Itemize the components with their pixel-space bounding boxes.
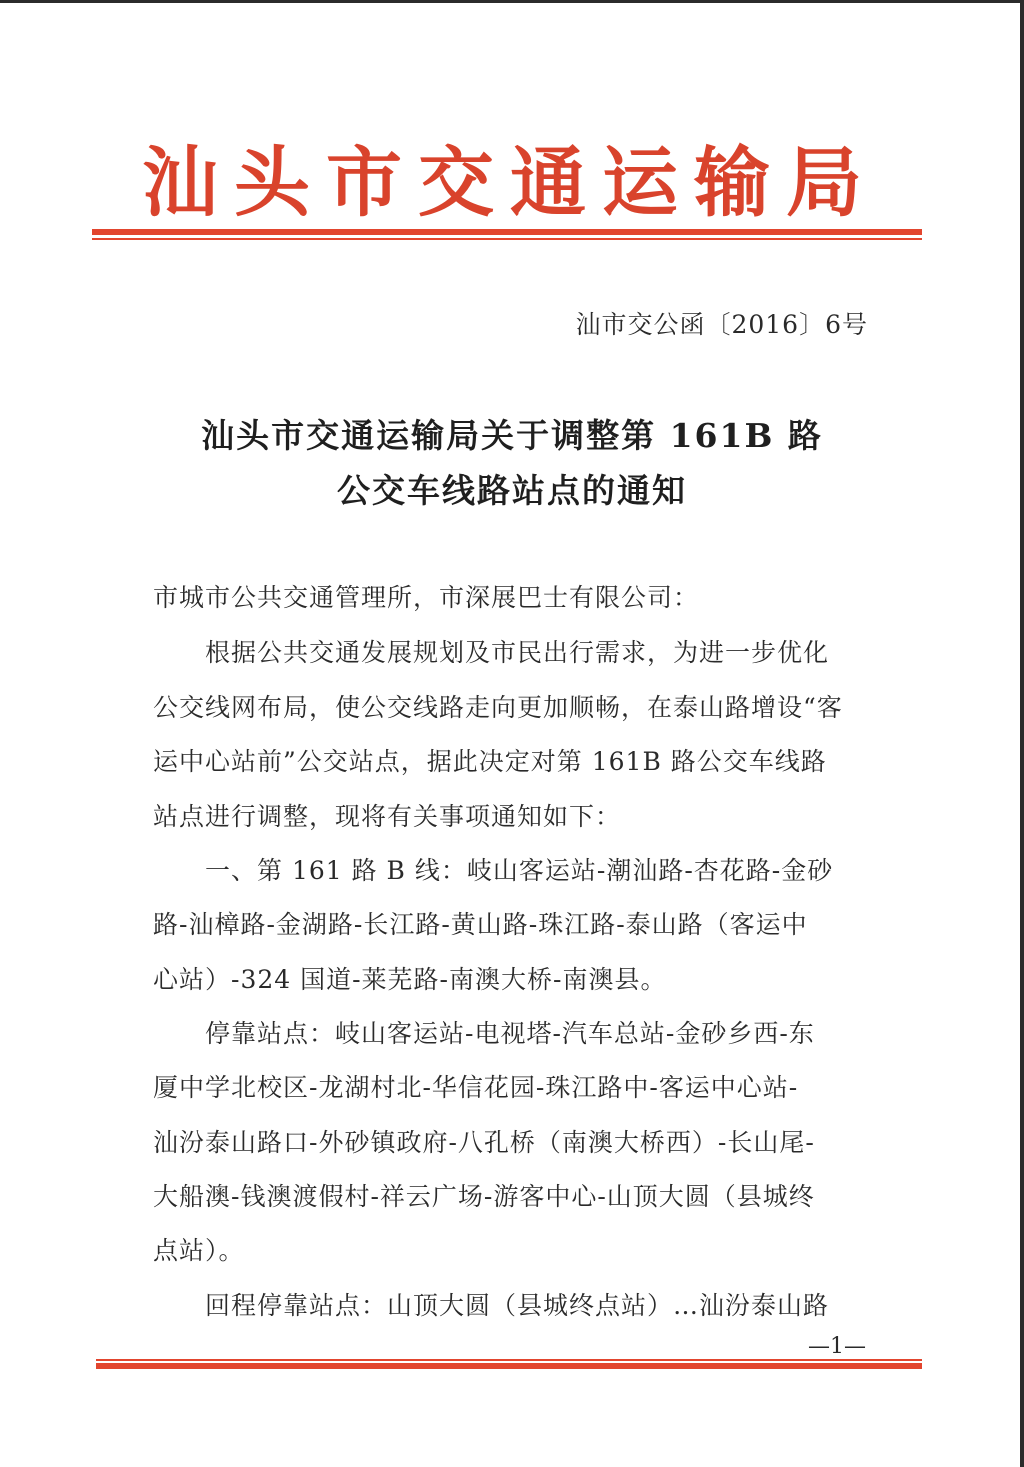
footer-rule-thin bbox=[96, 1359, 922, 1361]
body-line: 停靠站点：岐山客运站-电视塔-汽车总站-金砂乡西-东 bbox=[205, 1019, 815, 1048]
body-line: 点站）。 bbox=[153, 1236, 245, 1265]
body-line: 站点进行调整，现将有关事项通知如下： bbox=[153, 802, 622, 831]
body-line: 汕汾泰山路口-外砂镇政府-八孔桥（南澳大桥西）-长山尾- bbox=[153, 1128, 815, 1157]
page-number: —1— bbox=[808, 1334, 866, 1359]
addressee-line: 市城市公共交通管理所，市深展巴士有限公司： bbox=[153, 583, 700, 612]
notice-title-line-2: 公交车线路站点的通知 bbox=[337, 471, 687, 510]
body-line: 根据公共交通发展规划及市民出行需求，为进一步优化 bbox=[205, 638, 830, 667]
masthead-title: 汕头市交通运输局 bbox=[142, 137, 878, 227]
body-line: 路-汕樟路-金湖路-长江路-黄山路-珠江路-泰山路（客运中 bbox=[153, 910, 808, 939]
body-line: 回程停靠站点：山顶大圆（县城终点站）…汕汾泰山路 bbox=[205, 1291, 830, 1320]
body-line: 公交线网布局，使公交线路走向更加顺畅，在泰山路增设“客 bbox=[153, 693, 843, 722]
masthead-rule-thin bbox=[92, 238, 922, 240]
document-number: 汕市交公函〔2016〕6号 bbox=[575, 310, 868, 339]
body-line: 大船澳-钱澳渡假村-祥云广场-游客中心-山顶大圆（县城终 bbox=[153, 1182, 815, 1211]
footer-rule-thick bbox=[96, 1363, 922, 1369]
notice-title-line-1: 汕头市交通运输局关于调整第 161B 路 bbox=[201, 416, 823, 455]
masthead-rule-thick bbox=[92, 229, 922, 235]
body-line: 运中心站前”公交站点，据此决定对第 161B 路公交车线路 bbox=[153, 747, 827, 776]
scan-border-top bbox=[0, 0, 1024, 3]
scan-border-right bbox=[1020, 0, 1024, 1467]
body-line: 一、第 161 路 B 线：岐山客运站-潮汕路-杏花路-金砂 bbox=[205, 856, 834, 885]
body-line: 心站）-324 国道-莱芜路-南澳大桥-南澳县。 bbox=[153, 965, 667, 994]
body-line: 厦中学北校区-龙湖村北-华信花园-珠江路中-客运中心站- bbox=[153, 1073, 799, 1102]
